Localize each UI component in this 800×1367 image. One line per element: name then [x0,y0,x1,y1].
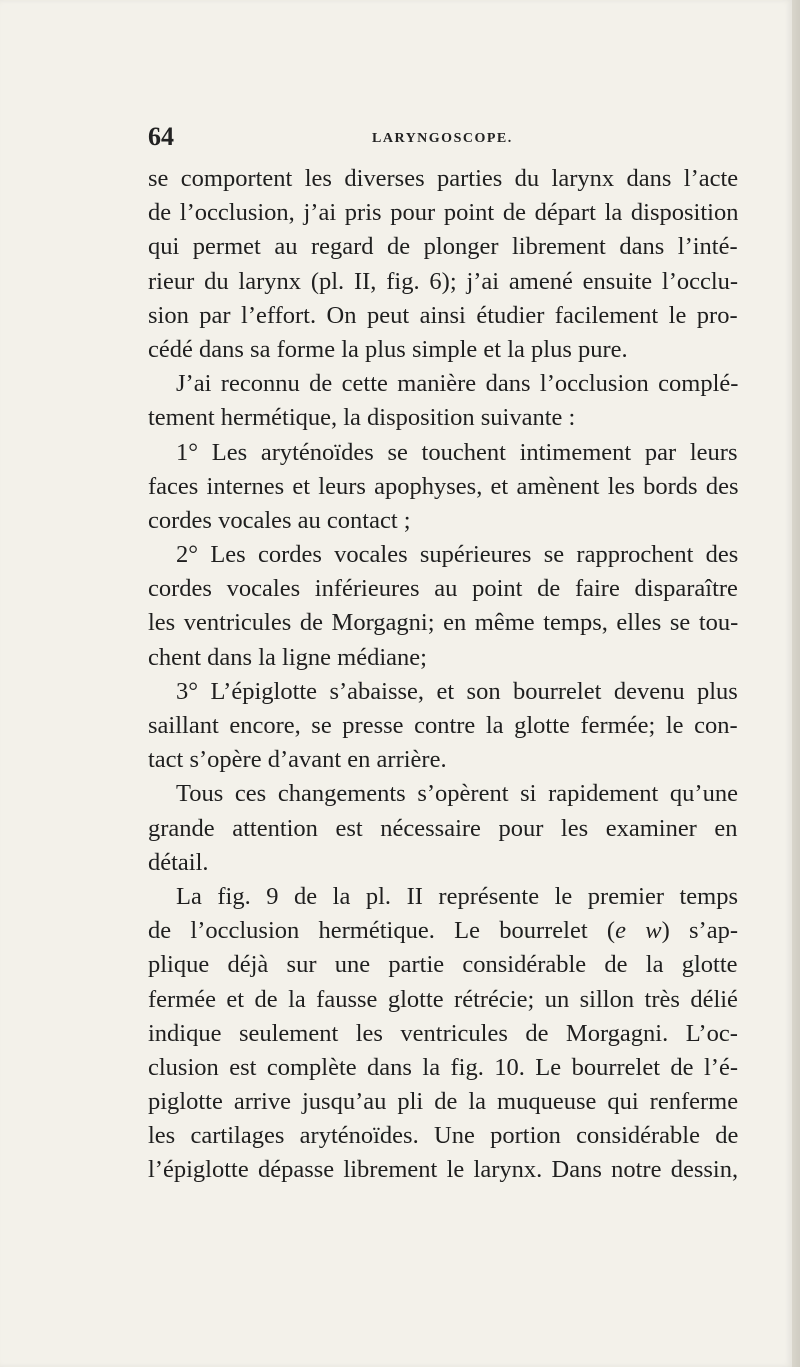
text-line: plique déjà sur une partie considérable de la glotte [148,951,738,979]
text-line: détail. [148,848,209,876]
text-line: grande attention est nécessaire pour les examiner en [148,814,738,842]
text-line: tact s’opère d’avant en arrière. [148,746,447,774]
text-line: saillant encore, se presse contre la glotte fermée; le con- [148,712,738,739]
text-segment: ) s’ap- [661,917,738,945]
text-line: les cartilages aryténoïdes. Une portion considérable de [148,1122,738,1150]
text-line: l’épiglotte dépasse librement le larynx. Dans notre dessin, [148,1156,738,1184]
text-line: tement hermétique, la disposition suivante : [148,404,576,432]
page-edge [792,0,800,1367]
text-segment: de l’occlusion hermétique. Le bourrelet ( [148,917,616,945]
text-line: faces internes et leurs apophyses, et amènent les bords des [148,472,738,500]
text-line: cordes vocales inférieures au point de faire disparaître [148,575,738,603]
text-line: La fig. 9 de la pl. II représente le premier temps [176,882,738,910]
text-line: J’ai reconnu de cette manière dans l’occlusion complé- [176,370,738,398]
text-line: cédé dans sa forme la plus simple et la plus pure. [148,335,628,363]
page-number: 64 [148,122,174,151]
text-line: sion par l’effort. On peut ainsi étudier facilement le pro- [148,301,738,329]
page-header [148,122,738,156]
running-head: LARYNGOSCOPE. [372,131,513,146]
text-line: se comportent les diverses parties du larynx dans l’acte [148,165,738,192]
text-line: les ventricules de Morgagni; en même temps, elles se tou- [148,609,738,637]
text-line: Tous ces changements s’opèrent si rapidement qu’une [176,780,738,808]
text-line: indique seulement les ventricules de Morgagni. L’oc- [148,1019,738,1047]
text-line: piglotte arrive jusqu’au pli de la muqueuse qui renferme [148,1088,738,1116]
text-line: de l’occlusion, j’ai pris pour point de départ la disposition [148,199,738,227]
text-line: chent dans la ligne médiane; [148,643,427,671]
text-line: rieur du larynx (pl. II, fig. 6); j’ai amené ensuite l’occlu- [148,267,738,295]
text-line: clusion est complète dans la fig. 10. Le bourrelet de l’é- [148,1053,738,1081]
text-line: fermée et de la fausse glotte rétrécie; un sillon très délié [148,985,738,1013]
body-text [148,162,738,1188]
text-line: cordes vocales au contact ; [148,506,411,534]
text-line: 2° Les cordes vocales supérieures se rapprochent des [176,541,738,569]
figure-reference: e w [615,917,662,945]
text-line: 1° Les aryténoïdes se touchent intimement par leurs [176,438,738,466]
text-line [148,914,738,948]
text-line: qui permet au regard de plonger librement dans l’inté- [148,233,738,261]
text-line: 3° L’épiglotte s’abaisse, et son bourrelet devenu plus [176,677,738,705]
